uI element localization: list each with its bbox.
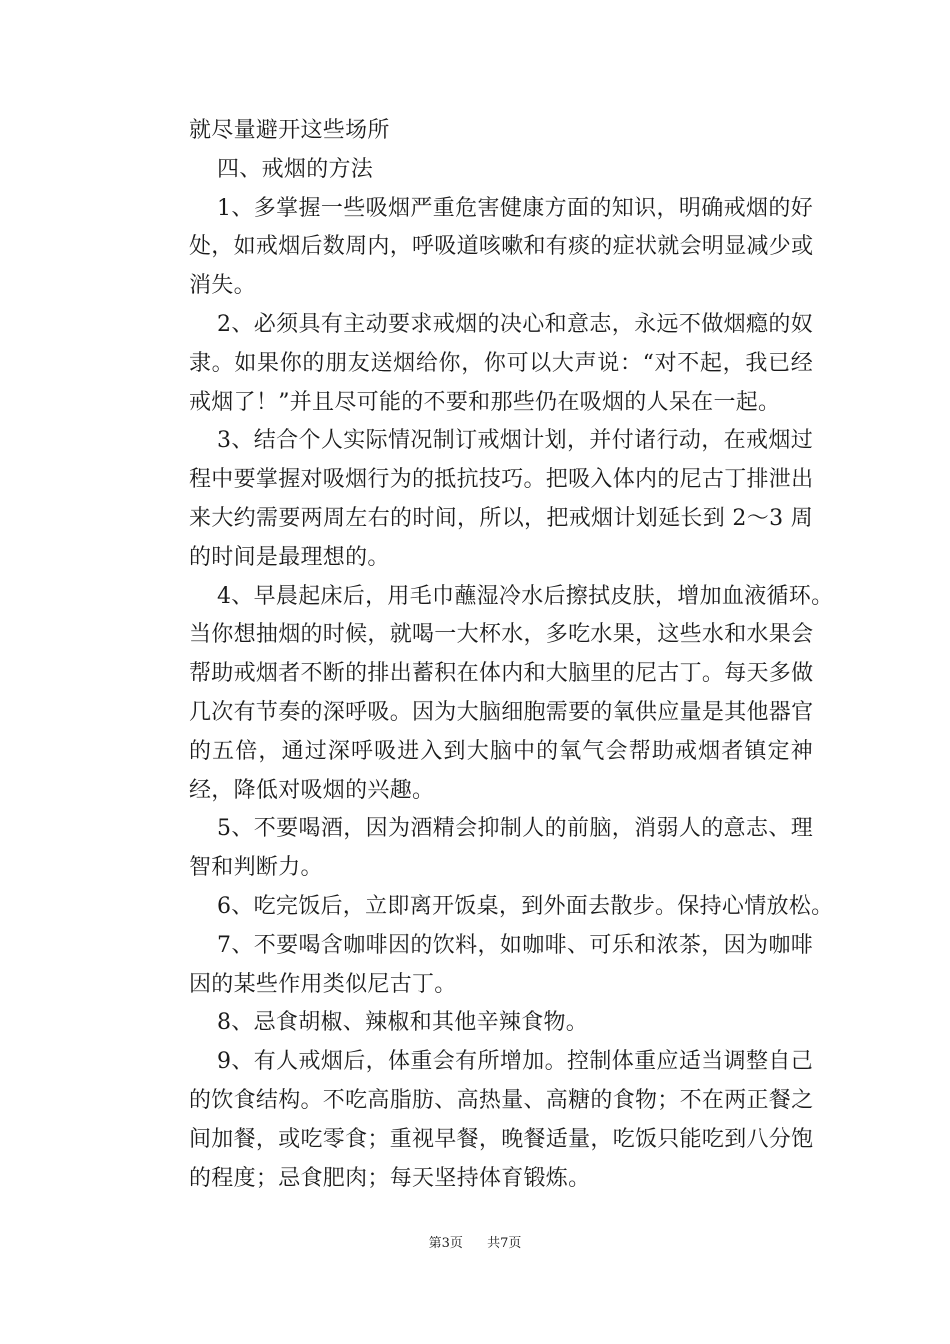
section-heading: 四、戒烟的方法 [217,156,374,182]
text-line: 当你想抽烟的时候，就喝一大杯水，多吃水果，这些水和水果会 [189,622,814,648]
text-line: 3、结合个人实际情况制订戒烟计划，并付诸行动，在戒烟过 [217,428,813,454]
text-line: 的饮食结构。不吃高脂肪、高热量、高糖的食物；不在两正餐之 [189,1087,814,1113]
text-line: 2、必须具有主动要求戒烟的决心和意志，永远不做烟瘾的奴 [217,311,813,337]
text-line: 几次有节奏的深呼吸。因为大脑细胞需要的氧供应量是其他器官 [189,699,814,725]
text-line: 的五倍，通过深呼吸进入到大脑中的氧气会帮助戒烟者镇定神 [189,738,813,764]
page-footer [0,1232,950,1251]
text-line: 9、有人戒烟后，体重会有所增加。控制体重应适当调整自己 [217,1049,813,1075]
text-line: 帮助戒烟者不断的排出蓄积在体内和大脑里的尼古丁。每天多做 [189,661,814,687]
text-line: 来大约需要两周左右的时间，所以，把戒烟计划延长到 2～3 周 [189,505,813,531]
text-line: 7、不要喝含咖啡因的饮料，如咖啡、可乐和浓茶，因为咖啡 [217,932,813,958]
text-line: 8、忌食胡椒、辣椒和其他辛辣食物。 [217,1010,589,1036]
document-body [189,112,834,1198]
text-line: 消失。 [189,273,256,299]
text-line: 的程度；忌食肥肉；每天坚持体育锻炼。 [189,1165,591,1191]
text-line: 经，降低对吸烟的兴趣。 [189,777,435,803]
text-line: 4、早晨起床后，用毛巾蘸湿冷水后擦拭皮肤，增加血液循环。 [217,583,834,609]
text-line: 智和判断力。 [189,855,323,881]
text-line: 就尽量避开这些场所 [189,118,390,143]
page-total: 共7页 [487,1236,522,1251]
text-line: 5、不要喝酒，因为酒精会抑制人的前脑，消弱人的意志、理 [217,816,813,842]
text-line: 戒烟了！”并且尽可能的不要和那些仍在吸烟的人呆在一起。 [189,389,781,415]
text-line: 隶。如果你的朋友送烟给你，你可以大声说：“对不起，我已经 [189,350,813,376]
text-line: 程中要掌握对吸烟行为的抵抗技巧。把吸入体内的尼古丁排泄出 [189,467,814,493]
text-line: 1、多掌握一些吸烟严重危害健康方面的知识，明确戒烟的好 [217,195,813,221]
text-line: 间加餐，或吃零食；重视早餐，晚餐适量，吃饭只能吃到八分饱 [189,1126,814,1152]
text-line: 6、吃完饭后，立即离开饭桌，到外面去散步。保持心情放松。 [217,893,834,919]
page-number: 第3页 [428,1236,463,1251]
text-line: 处，如戒烟后数周内，呼吸道咳嗽和有痰的症状就会明显减少或 [189,234,814,260]
text-line: 因的某些作用类似尼古丁。 [189,971,457,997]
text-line: 的时间是最理想的。 [189,544,390,570]
